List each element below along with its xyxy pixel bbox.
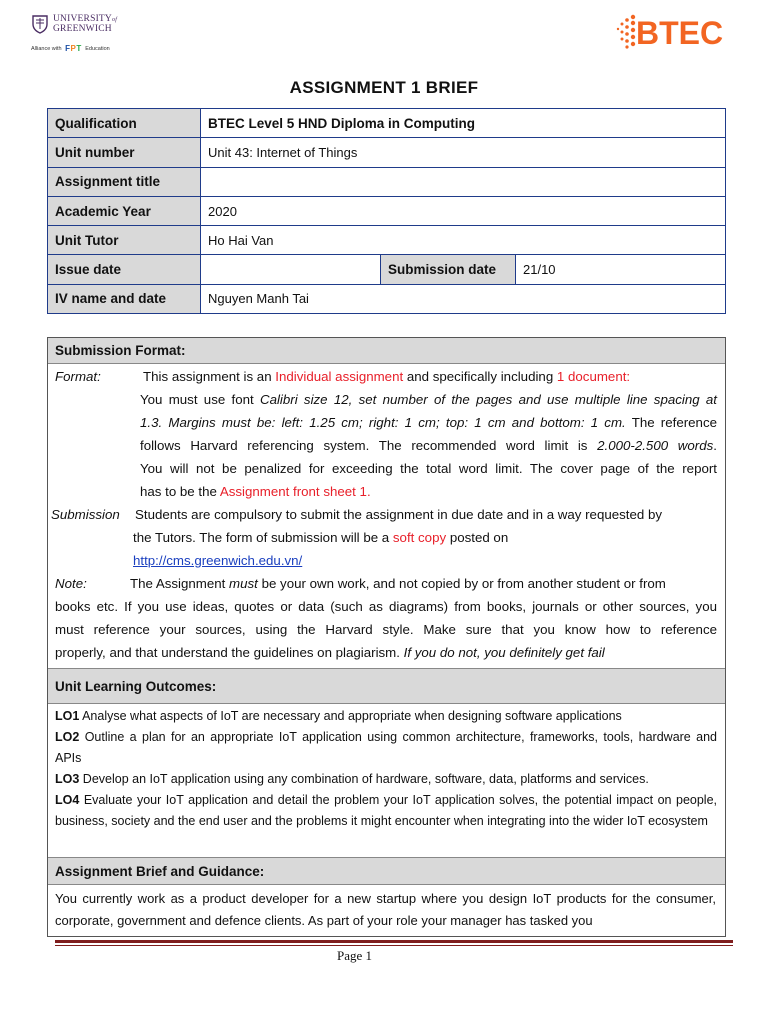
submission-line-2: the Tutors. The form of submission will be a soft copy posted on	[133, 530, 509, 545]
btec-wordmark: BTEC	[636, 15, 724, 51]
submission-date-value: 21/10	[516, 255, 726, 284]
btec-dots-icon	[614, 14, 638, 50]
submission-format-section	[48, 364, 725, 668]
format-label: Format:	[55, 369, 101, 384]
iv-name-value: Nguyen Manh Tai	[201, 284, 726, 313]
footer-rule-thin	[55, 945, 733, 946]
academic-year-label: Academic Year	[48, 196, 201, 225]
table-row	[48, 226, 726, 255]
qualification-value: BTEC Level 5 HND Diploma in Computing	[201, 109, 726, 138]
submission-line-1: Students are compulsory to submit the assignment in due date and in a way requested by	[135, 507, 663, 522]
issue-date-label: Issue date	[48, 255, 201, 284]
table-row	[48, 138, 726, 167]
page-number: Page 1	[337, 948, 373, 963]
note-line-2: books etc. If you use ideas, quotes or data (such as diagrams) from books, journals or other sources, you	[55, 599, 717, 614]
submission-format-heading: Submission Format:	[48, 338, 725, 364]
unit-number-value: Unit 43: Internet of Things	[201, 138, 726, 167]
table-row	[48, 284, 726, 313]
format-line-4: follows Harvard referencing system. The recommended word limit is 2.000-2.500 words.	[140, 438, 717, 453]
page-title: ASSIGNMENT 1 BRIEF	[289, 78, 479, 97]
university-of-greenwich-logo	[31, 13, 131, 59]
assignment-title-value	[201, 167, 726, 196]
format-line-1: This assignment is an Individual assignment and specifically including 1 document:	[143, 369, 631, 384]
format-line-2: You must use font Calibri size 12, set number of the pages and use multiple line spacing at	[140, 392, 717, 407]
format-line-6: has to be the Assignment front sheet 1.	[140, 484, 371, 499]
note-line-3: must reference your sources, using the Harvard style. Make sure that you know how to reference	[55, 622, 717, 637]
fpt-logo: FPT	[65, 44, 82, 53]
list-item: LO3 Develop an IoT application using any combination of hardware, software, data, platforms and services.	[55, 772, 649, 786]
footer-rule	[55, 940, 733, 943]
unit-tutor-value: Ho Hai Van	[201, 226, 726, 255]
cms-link[interactable]: http://cms.greenwich.edu.vn/	[133, 553, 303, 568]
learning-outcomes-list	[48, 704, 725, 858]
list-item: LO2 Outline a plan for an appropriate IoT application using common architecture, frameworks, tools, hardware and APIs	[55, 730, 717, 765]
crest-icon	[31, 14, 49, 34]
academic-year-value: 2020	[201, 196, 726, 225]
table-row	[48, 255, 726, 284]
note-label: Note:	[55, 576, 87, 591]
btec-logo	[614, 12, 749, 54]
learning-outcomes-heading: Unit Learning Outcomes:	[48, 668, 725, 704]
iv-name-label: IV name and date	[48, 284, 201, 313]
table-row	[48, 196, 726, 225]
format-line-5: You will not be penalized for exceeding the total word limit. The cover page of the report	[140, 461, 717, 476]
alliance-line: Alliance with FPT Education	[31, 44, 110, 53]
guidance-heading: Assignment Brief and Guidance:	[48, 858, 725, 885]
note-line-1: The Assignment must be your own work, and not copied by or from another student or from	[130, 576, 666, 591]
qualification-label: Qualification	[48, 109, 201, 138]
brief-content-box	[47, 337, 726, 937]
assignment-info-table	[47, 108, 726, 314]
university-name: UNIVERSITYof GREENWICH	[53, 14, 118, 34]
issue-date-value	[201, 255, 381, 284]
unit-tutor-label: Unit Tutor	[48, 226, 201, 255]
note-line-4: properly, and that understand the guidelines on plagiarism. If you do not, you definitely get fail	[55, 645, 605, 660]
table-row	[48, 109, 726, 138]
submission-label: Submission	[51, 507, 120, 522]
guidance-text: You currently work as a product developer for a new startup where you design IoT products for the consumer, corporate, government and defence clients. As part of your role your manager has tasked you	[55, 891, 716, 928]
unit-number-label: Unit number	[48, 138, 201, 167]
format-line-3: 1.3. Margins must be: left: 1.25 cm; right: 1 cm; top: 1 cm and bottom: 1 cm. The reference	[140, 415, 717, 430]
assignment-title-label: Assignment title	[48, 167, 201, 196]
submission-date-label: Submission date	[381, 255, 516, 284]
list-item: LO4 Evaluate your IoT application and detail the problem your IoT application solves, the potential impact on people, business, society and the end user and the problems it might encounter when integrating into the wider IoT ecosystem	[55, 793, 717, 828]
table-row	[48, 167, 726, 196]
list-item: LO1 Analyse what aspects of IoT are necessary and appropriate when designing software applications	[55, 709, 622, 723]
